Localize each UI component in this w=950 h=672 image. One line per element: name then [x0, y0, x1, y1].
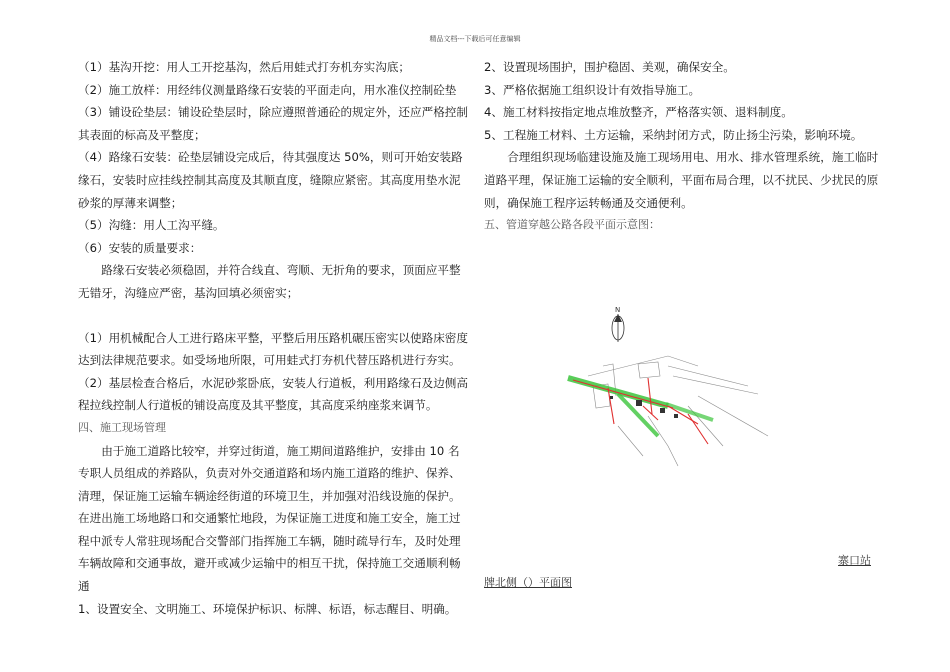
north-arrow-icon — [612, 306, 624, 342]
section-heading: 四、施工现场管理 — [78, 420, 166, 434]
section-heading: 五、管道穿越公路各段平面示意图： — [484, 218, 660, 232]
right-column — [484, 56, 884, 237]
list-item: 5、工程施工材料、土方运输，采纳封闭方式，防止扬尘污染，影响环境。 — [484, 127, 863, 142]
caption-plan: 牌北侧（）平面图 — [484, 576, 572, 589]
site-plan-svg — [548, 296, 808, 486]
road-outlines — [588, 356, 768, 466]
left-column — [78, 56, 470, 620]
north-label: N — [615, 306, 621, 314]
list-item: （1）用机械配合人工进行路床平整，平整后用压路机碾压密实以使路床密度达到法律规范要求。如受场地所限，可用蛙式打夯机代替压路机进行夯实。 — [78, 330, 468, 368]
site-plan-map — [548, 296, 808, 486]
section-paragraph: 合理组织现场临建设施及施工现场用电、用水、排水管理系统，施工临时道路平理，保证施工运输的安全顺利，平面布局合理，以不扰民、少扰民的原则，确保施工程序运转畅通及交通便利。 — [484, 150, 879, 210]
section-paragraph: 由于施工道路比较窄，并穿过街道，施工期间道路维护，安排由 10 名专职人员组成的养路队，负责对外交通道路和场内施工道路的维护、保养、清理，保证施工运输车辆途经街道的环境卫生，并加强对沿线设施的保护。在进出施工场地路口和交通繁忙地段，为保证施工进度和施工安全，施工过程中派专人常驻现场配合交警部门指挥施工车辆，随时疏导行车，及时处理车辆故障和交通事故，避开或减少运输中的相互干扰，保持施工交通顺利畅通 — [78, 443, 461, 594]
quality-text: 路缘石安装必须稳固，并符合线直、弯顺、无折角的要求，顶面应平整无错牙，沟缝应严密，基沟回填必须密实； — [78, 263, 461, 300]
list-item: 4、施工材料按指定地点堆放整齐，严格落实领、退料制度。 — [484, 105, 793, 120]
caption-station: 寨口站 — [838, 554, 871, 567]
list-item: 1、设置安全、文明施工、环境保护标识、标牌、标语，标志醒目、明确。 — [78, 601, 457, 616]
green-road-band — [568, 378, 713, 436]
list-item: （5）沟缝：用人工沟平缝。 — [78, 218, 225, 233]
list-item: （3）铺设砼垫层：铺设砼垫层时，除应遵照普通砼的规定外，还应严格控制其表面的标高及平整度； — [78, 105, 468, 142]
list-item: （6）安装的质量要求： — [78, 240, 202, 255]
list-item: 2、设置现场围护，围护稳固、美观，确保安全。 — [484, 60, 735, 74]
list-item: 3、严格依据施工组织设计有效指导施工。 — [484, 82, 701, 97]
list-item: （2）基层检查合格后，水泥砂浆卧底，安装人行道板，利用路缘石及边侧高程拉线控制人行道板的铺设高度及其平整度，其高度采纳座浆来调节。 — [78, 375, 468, 413]
list-item: （4）路缘石安装：砼垫层铺设完成后，待其强度达 50%，则可开始安装路缘石，安装时应挂线控制其高度及其顺直度，缝隙应紧密。其高度用垫水泥砂浆的厚薄来调整； — [78, 150, 463, 210]
page-header: 精品文档---下载后可任意编辑 — [429, 35, 521, 43]
list-item: （2）施工放样：用经纬仪测量路缘石安装的平面走向，用水准仪控制砼垫 — [78, 82, 457, 97]
list-item: （1）基沟开挖：用人工开挖基沟，然后用蛙式打夯机夯实沟底； — [78, 60, 411, 74]
spacer — [78, 305, 470, 327]
